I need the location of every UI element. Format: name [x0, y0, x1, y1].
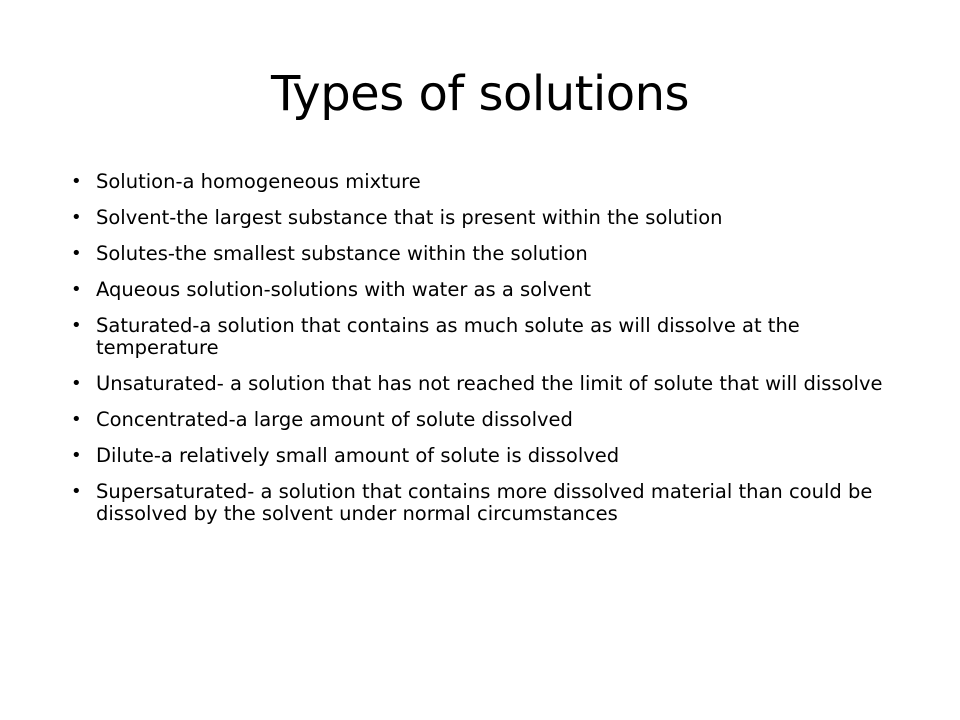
bullet-dot-icon: • — [71, 409, 82, 430]
bullet-item — [71, 481, 901, 525]
bullet-item — [71, 171, 901, 193]
bullet-text: Solvent-the largest substance that is present within the solution — [96, 206, 723, 229]
bullet-text: Aqueous solution-solutions with water as a solvent — [96, 278, 592, 301]
bullet-item — [71, 207, 901, 229]
bullet-text: Solution-a homogeneous mixture — [96, 170, 421, 193]
bullet-text: Saturated-a solution that contains as much solute as will dissolve at the temperature — [96, 314, 800, 359]
bullet-item — [71, 373, 901, 395]
bullet-item — [71, 445, 901, 467]
bullet-dot-icon: • — [71, 207, 82, 228]
bullet-item — [71, 279, 901, 301]
bullet-dot-icon: • — [71, 315, 82, 336]
bullet-item — [71, 243, 901, 265]
bullet-dot-icon: • — [71, 445, 82, 466]
slide-title: Types of solutions — [270, 66, 690, 122]
bullet-item — [71, 409, 901, 431]
bullet-text: Supersaturated- a solution that contains more dissolved material than could be dissolved by the solvent under normal circumstances — [96, 480, 873, 525]
bullet-list — [71, 171, 901, 539]
bullet-dot-icon: • — [71, 171, 82, 192]
bullet-text: Dilute-a relatively small amount of solute is dissolved — [96, 444, 620, 467]
bullet-text: Concentrated-a large amount of solute dissolved — [96, 408, 573, 431]
bullet-dot-icon: • — [71, 243, 82, 264]
bullet-text: Solutes-the smallest substance within the solution — [96, 242, 588, 265]
bullet-dot-icon: • — [71, 279, 82, 300]
bullet-dot-icon: • — [71, 373, 82, 394]
bullet-text: Unsaturated- a solution that has not reached the limit of solute that will dissolve — [96, 372, 883, 395]
bullet-item — [71, 315, 901, 359]
bullet-dot-icon: • — [71, 481, 82, 502]
